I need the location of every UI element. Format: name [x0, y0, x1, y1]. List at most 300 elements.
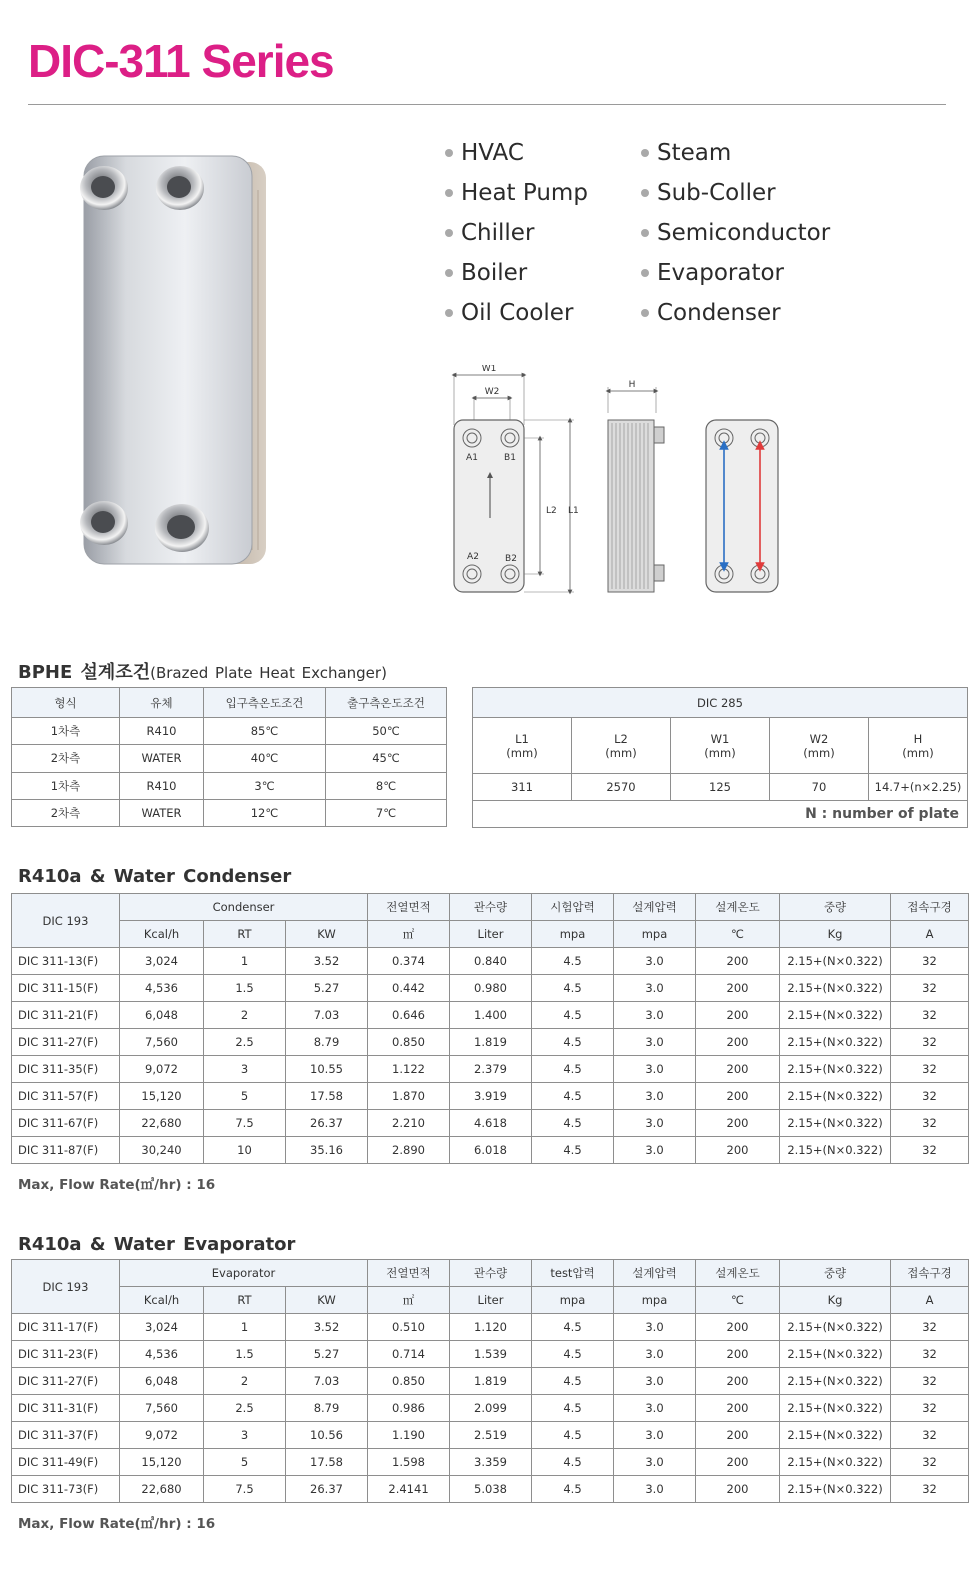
table-cell: 4.5 [532, 1449, 614, 1476]
table-cell: 3,024 [120, 948, 204, 975]
table-cell: 2570 [572, 774, 671, 801]
table-cell: 2.15+(N×0.322) [780, 1137, 891, 1164]
table-row [12, 1002, 969, 1029]
table-cell: 4.5 [532, 1056, 614, 1083]
table-row [12, 772, 447, 799]
table-cell: 0.980 [450, 975, 532, 1002]
column-header: W2 (mm) [770, 718, 869, 774]
model-header: DIC 193 [12, 894, 120, 948]
table-cell: WATER [120, 745, 204, 772]
table-cell: 6,048 [120, 1002, 204, 1029]
unit-header: A [891, 921, 969, 948]
table-cell: 1.819 [450, 1029, 532, 1056]
table-cell: 26.37 [286, 1476, 368, 1503]
row-label: 2차측 [12, 799, 120, 826]
table-cell: 2 [204, 1368, 286, 1395]
row-label: 1차측 [12, 718, 120, 745]
unit-header: Kcal/h [120, 1287, 204, 1314]
table-cell: 200 [696, 1137, 780, 1164]
side-view [608, 380, 664, 592]
model-header: DIC 285 [473, 688, 968, 718]
table-cell: 200 [696, 1002, 780, 1029]
port-b1-icon [156, 166, 204, 210]
table-cell: 0.850 [368, 1368, 450, 1395]
unit-header: KW [286, 1287, 368, 1314]
table-cell: 15,120 [120, 1083, 204, 1110]
table-cell: 3.0 [614, 1056, 696, 1083]
table-cell: 2.15+(N×0.322) [780, 975, 891, 1002]
dimension-diagram [440, 365, 800, 605]
table-cell: 3.0 [614, 1368, 696, 1395]
table-row [12, 948, 969, 975]
table-cell: 5.038 [450, 1476, 532, 1503]
column-header: 설계온도 [696, 894, 780, 921]
application-item: Sub-Coller [641, 180, 776, 206]
unit-header: RT [204, 1287, 286, 1314]
table-cell: 5.27 [286, 1341, 368, 1368]
table-header-row [473, 688, 968, 718]
table-cell: 2.15+(N×0.322) [780, 948, 891, 975]
column-header: 중량 [780, 894, 891, 921]
table-cell: 200 [696, 1110, 780, 1137]
unit-header: ㎡ [368, 1287, 450, 1314]
row-label: DIC 311-13(F) [12, 948, 120, 975]
table-cell: 32 [891, 1110, 969, 1137]
table-cell: 1 [204, 948, 286, 975]
table-cell: 200 [696, 1314, 780, 1341]
table-cell: 40℃ [204, 745, 326, 772]
table-cell: 4,536 [120, 1341, 204, 1368]
row-label: DIC 311-27(F) [12, 1368, 120, 1395]
table-cell: 200 [696, 1341, 780, 1368]
column-header: 중량 [780, 1260, 891, 1287]
application-item: Evaporator [641, 260, 784, 286]
application-item: Oil Cooler [445, 300, 573, 326]
table-cell: 3.0 [614, 1341, 696, 1368]
unit-header: mpa [614, 921, 696, 948]
table-cell: 0.374 [368, 948, 450, 975]
table-cell: 32 [891, 1083, 969, 1110]
table-cell: 85℃ [204, 718, 326, 745]
unit-header: RT [204, 921, 286, 948]
evaporator-table [11, 1259, 969, 1503]
table-cell: 311 [473, 774, 572, 801]
table-cell: 1.5 [204, 1341, 286, 1368]
table-cell: 2 [204, 1002, 286, 1029]
table-cell: 2.15+(N×0.322) [780, 1422, 891, 1449]
unit-header: Liter [450, 921, 532, 948]
table-header-row [473, 718, 968, 774]
column-header: 출구측온도조건 [326, 688, 447, 718]
table-cell: 2.15+(N×0.322) [780, 1002, 891, 1029]
column-header: 관수량 [450, 1260, 532, 1287]
table-cell: 32 [891, 1056, 969, 1083]
column-header: 유체 [120, 688, 204, 718]
column-header: 형식 [12, 688, 120, 718]
table-row [12, 1368, 969, 1395]
a1-label: A1 [466, 453, 478, 463]
table-cell: 2.15+(N×0.322) [780, 1476, 891, 1503]
row-label: DIC 311-21(F) [12, 1002, 120, 1029]
table-cell: 4.5 [532, 1476, 614, 1503]
column-header: H (mm) [869, 718, 968, 774]
b2-label: B2 [505, 554, 517, 564]
table-cell: 2.15+(N×0.322) [780, 1110, 891, 1137]
table-cell: 3.0 [614, 1110, 696, 1137]
column-header: W1 (mm) [671, 718, 770, 774]
table-cell: 12℃ [204, 799, 326, 826]
table-cell: 200 [696, 1056, 780, 1083]
w2-label: W2 [484, 387, 500, 397]
plate-number-note: N : number of plate [473, 801, 968, 828]
bullet-icon [445, 189, 453, 197]
table-cell: 2.5 [204, 1395, 286, 1422]
table-cell: 17.58 [286, 1449, 368, 1476]
table-cell: R410 [120, 772, 204, 799]
condenser-section-title: R410a & Water Condenser [18, 866, 292, 887]
condenser-flow-rate-note: Max, Flow Rate(㎥/hr) : 16 [18, 1177, 216, 1193]
table-header-row [12, 921, 969, 948]
table-cell: 3.0 [614, 975, 696, 1002]
row-label: DIC 311-37(F) [12, 1422, 120, 1449]
column-header: L2 (mm) [572, 718, 671, 774]
port-a2-icon [80, 501, 128, 545]
table-cell: 2.15+(N×0.322) [780, 1314, 891, 1341]
dimensions-table [472, 687, 968, 828]
table-cell: 7,560 [120, 1395, 204, 1422]
table-cell: 2.519 [450, 1422, 532, 1449]
table-cell: 4.5 [532, 1341, 614, 1368]
table-row [12, 718, 447, 745]
unit-header: Kg [780, 1287, 891, 1314]
table-cell: 32 [891, 1137, 969, 1164]
table-cell: 32 [891, 1422, 969, 1449]
unit-header: Liter [450, 1287, 532, 1314]
table-cell: 200 [696, 1368, 780, 1395]
table-cell: 3.0 [614, 1002, 696, 1029]
table-cell: 5.27 [286, 975, 368, 1002]
heat-exchanger-product-image [70, 150, 300, 570]
column-header: 입구측온도조건 [204, 688, 326, 718]
row-label: DIC 311-23(F) [12, 1341, 120, 1368]
table-cell: 7,560 [120, 1029, 204, 1056]
table-cell: 26.37 [286, 1110, 368, 1137]
table-row [12, 1056, 969, 1083]
a2-label: A2 [467, 552, 479, 562]
table-cell: 14.7+(n×2.25) [869, 774, 968, 801]
row-label: DIC 311-57(F) [12, 1083, 120, 1110]
table-cell: 0.986 [368, 1395, 450, 1422]
l1-label: L1 [568, 506, 579, 516]
row-label: DIC 311-15(F) [12, 975, 120, 1002]
table-cell: 0.510 [368, 1314, 450, 1341]
unit-header: ℃ [696, 921, 780, 948]
table-cell: 4.5 [532, 1110, 614, 1137]
table-cell: 4.5 [532, 1029, 614, 1056]
table-cell: 6.018 [450, 1137, 532, 1164]
model-header: DIC 193 [12, 1260, 120, 1314]
table-cell: 200 [696, 975, 780, 1002]
column-header: 접속구경 [891, 1260, 969, 1287]
column-header: L1 (mm) [473, 718, 572, 774]
row-label: DIC 311-31(F) [12, 1395, 120, 1422]
table-cell: 200 [696, 1395, 780, 1422]
table-cell: R410 [120, 718, 204, 745]
column-header: 설계압력 [614, 1260, 696, 1287]
table-cell: 200 [696, 1476, 780, 1503]
table-cell: 0.714 [368, 1341, 450, 1368]
table-cell: 32 [891, 1449, 969, 1476]
bullet-icon [641, 229, 649, 237]
column-header: 설계압력 [614, 894, 696, 921]
table-cell: 32 [891, 1314, 969, 1341]
table-cell: 32 [891, 948, 969, 975]
table-cell: 3.0 [614, 1476, 696, 1503]
table-cell: 3.919 [450, 1083, 532, 1110]
table-cell: 0.646 [368, 1002, 450, 1029]
table-cell: 8.79 [286, 1395, 368, 1422]
table-cell: 4.5 [532, 1002, 614, 1029]
row-label: DIC 311-35(F) [12, 1056, 120, 1083]
table-cell: 3 [204, 1056, 286, 1083]
table-cell: 2.099 [450, 1395, 532, 1422]
design-conditions-title: BPHE 설계조건(Brazed Plate Heat Exchanger) [18, 662, 387, 683]
group-header: Evaporator [120, 1260, 368, 1287]
evaporator-section-title: R410a & Water Evaporator [18, 1234, 296, 1255]
port-b2-icon [155, 504, 209, 552]
table-cell: 1.539 [450, 1341, 532, 1368]
group-header: Condenser [120, 894, 368, 921]
table-row [12, 1422, 969, 1449]
table-cell: 2.15+(N×0.322) [780, 1056, 891, 1083]
column-header: 시험압력 [532, 894, 614, 921]
column-header: 전열면적 [368, 894, 450, 921]
table-row [12, 1110, 969, 1137]
row-label: DIC 311-27(F) [12, 1029, 120, 1056]
row-label: DIC 311-87(F) [12, 1137, 120, 1164]
table-row [12, 745, 447, 772]
table-cell: 7℃ [326, 799, 447, 826]
table-cell: 0.850 [368, 1029, 450, 1056]
page-title: DIC-311 Series [28, 35, 334, 87]
h-label: H [628, 380, 636, 390]
table-cell: 35.16 [286, 1137, 368, 1164]
table-cell: 4.618 [450, 1110, 532, 1137]
bullet-icon [445, 229, 453, 237]
table-cell: 3.0 [614, 1395, 696, 1422]
table-cell: 0.840 [450, 948, 532, 975]
table-cell: 1.598 [368, 1449, 450, 1476]
row-label: DIC 311-73(F) [12, 1476, 120, 1503]
bullet-icon [445, 309, 453, 317]
design-conditions-table [11, 687, 447, 827]
table-cell: 125 [671, 774, 770, 801]
table-cell: 1.819 [450, 1368, 532, 1395]
table-cell: 2.15+(N×0.322) [780, 1083, 891, 1110]
table-cell: 4,536 [120, 975, 204, 1002]
bullet-icon [445, 149, 453, 157]
table-cell: 7.03 [286, 1368, 368, 1395]
table-cell: 6,048 [120, 1368, 204, 1395]
table-cell: 200 [696, 1422, 780, 1449]
table-cell: 4.5 [532, 1137, 614, 1164]
column-header: test압력 [532, 1260, 614, 1287]
table-cell: 3.359 [450, 1449, 532, 1476]
table-cell: 70 [770, 774, 869, 801]
front-view [454, 365, 579, 592]
unit-header: A [891, 1287, 969, 1314]
table-cell: 3.0 [614, 1422, 696, 1449]
table-cell: 7.03 [286, 1002, 368, 1029]
table-cell: 4.5 [532, 948, 614, 975]
table-row [12, 1341, 969, 1368]
table-cell: 45℃ [326, 745, 447, 772]
table-cell: 32 [891, 1476, 969, 1503]
w1-label: W1 [481, 365, 497, 374]
table-row [473, 774, 968, 801]
table-cell: 4.5 [532, 1395, 614, 1422]
applications-list [445, 138, 865, 338]
table-cell: 3.0 [614, 1029, 696, 1056]
unit-header: mpa [614, 1287, 696, 1314]
table-cell: 9,072 [120, 1056, 204, 1083]
bullet-icon [445, 269, 453, 277]
unit-header: Kg [780, 921, 891, 948]
bullet-icon [641, 149, 649, 157]
application-item: Boiler [445, 260, 527, 286]
table-cell: 2.15+(N×0.322) [780, 1395, 891, 1422]
table-cell: 2.890 [368, 1137, 450, 1164]
table-cell: 1.5 [204, 975, 286, 1002]
bullet-icon [641, 309, 649, 317]
table-header-row [12, 1260, 969, 1287]
table-cell: 10.56 [286, 1422, 368, 1449]
port-a1-icon [80, 166, 128, 210]
table-cell: 2.4141 [368, 1476, 450, 1503]
table-cell: 2.379 [450, 1056, 532, 1083]
table-row [12, 1395, 969, 1422]
b1-label: B1 [504, 453, 516, 463]
bullet-icon [641, 189, 649, 197]
table-cell: 9,072 [120, 1422, 204, 1449]
table-cell: 200 [696, 1029, 780, 1056]
table-cell: 10.55 [286, 1056, 368, 1083]
table-cell: 17.58 [286, 1083, 368, 1110]
table-row [12, 799, 447, 826]
column-header: 설계온도 [696, 1260, 780, 1287]
table-cell: 3.52 [286, 1314, 368, 1341]
table-header-row [12, 688, 447, 718]
application-item: Steam [641, 140, 731, 166]
application-item: HVAC [445, 140, 524, 166]
table-cell: 32 [891, 1341, 969, 1368]
unit-header: Kcal/h [120, 921, 204, 948]
table-cell: 4.5 [532, 1083, 614, 1110]
table-cell: 1.122 [368, 1056, 450, 1083]
table-cell: 2.210 [368, 1110, 450, 1137]
table-row [12, 1476, 969, 1503]
title-divider [28, 104, 946, 105]
table-cell: 3.0 [614, 948, 696, 975]
unit-header: mpa [532, 921, 614, 948]
bullet-icon [641, 269, 649, 277]
table-cell: 4.5 [532, 1422, 614, 1449]
table-cell: 2.15+(N×0.322) [780, 1449, 891, 1476]
unit-header: KW [286, 921, 368, 948]
table-cell: 2.15+(N×0.322) [780, 1029, 891, 1056]
table-cell: 2.15+(N×0.322) [780, 1368, 891, 1395]
table-cell: 32 [891, 975, 969, 1002]
table-cell: 32 [891, 1395, 969, 1422]
row-label: 1차측 [12, 772, 120, 799]
flow-view [706, 420, 778, 592]
table-cell: 3 [204, 1422, 286, 1449]
row-label: 2차측 [12, 745, 120, 772]
table-cell: 200 [696, 948, 780, 975]
table-row [12, 975, 969, 1002]
table-cell: 15,120 [120, 1449, 204, 1476]
table-cell: 1.870 [368, 1083, 450, 1110]
table-cell: 8℃ [326, 772, 447, 799]
unit-header: ℃ [696, 1287, 780, 1314]
table-cell: 3.52 [286, 948, 368, 975]
row-label: DIC 311-67(F) [12, 1110, 120, 1137]
evaporator-flow-rate-note: Max, Flow Rate(㎥/hr) : 16 [18, 1516, 216, 1532]
table-cell: 50℃ [326, 718, 447, 745]
table-cell: 2.15+(N×0.322) [780, 1341, 891, 1368]
row-label: DIC 311-17(F) [12, 1314, 120, 1341]
table-cell: 4.5 [532, 1314, 614, 1341]
table-cell: 0.442 [368, 975, 450, 1002]
column-header: 전열면적 [368, 1260, 450, 1287]
table-cell: 8.79 [286, 1029, 368, 1056]
table-cell: 7.5 [204, 1476, 286, 1503]
table-cell: 5 [204, 1449, 286, 1476]
table-cell: 200 [696, 1449, 780, 1476]
table-row [12, 1449, 969, 1476]
application-item: Chiller [445, 220, 534, 246]
table-cell: 3.0 [614, 1083, 696, 1110]
table-row [12, 1137, 969, 1164]
unit-header: ㎡ [368, 921, 450, 948]
table-cell: 2.5 [204, 1029, 286, 1056]
table-cell: 4.5 [532, 975, 614, 1002]
unit-header: mpa [532, 1287, 614, 1314]
column-header: 관수량 [450, 894, 532, 921]
application-item: Semiconductor [641, 220, 830, 246]
application-item: Heat Pump [445, 180, 588, 206]
table-cell: WATER [120, 799, 204, 826]
table-cell: 22,680 [120, 1476, 204, 1503]
table-cell: 3.0 [614, 1137, 696, 1164]
row-label: DIC 311-49(F) [12, 1449, 120, 1476]
table-cell: 200 [696, 1083, 780, 1110]
table-row [12, 1083, 969, 1110]
table-cell: 4.5 [532, 1368, 614, 1395]
application-item: Condenser [641, 300, 781, 326]
column-header: 접속구경 [891, 894, 969, 921]
table-cell: 10 [204, 1137, 286, 1164]
table-cell: 3.0 [614, 1449, 696, 1476]
table-cell: 32 [891, 1002, 969, 1029]
l2-label: L2 [546, 506, 557, 516]
table-cell: 5 [204, 1083, 286, 1110]
table-row [12, 1029, 969, 1056]
table-cell: 1.190 [368, 1422, 450, 1449]
table-cell: 3℃ [204, 772, 326, 799]
table-cell: 3.0 [614, 1314, 696, 1341]
table-header-row [12, 1287, 969, 1314]
